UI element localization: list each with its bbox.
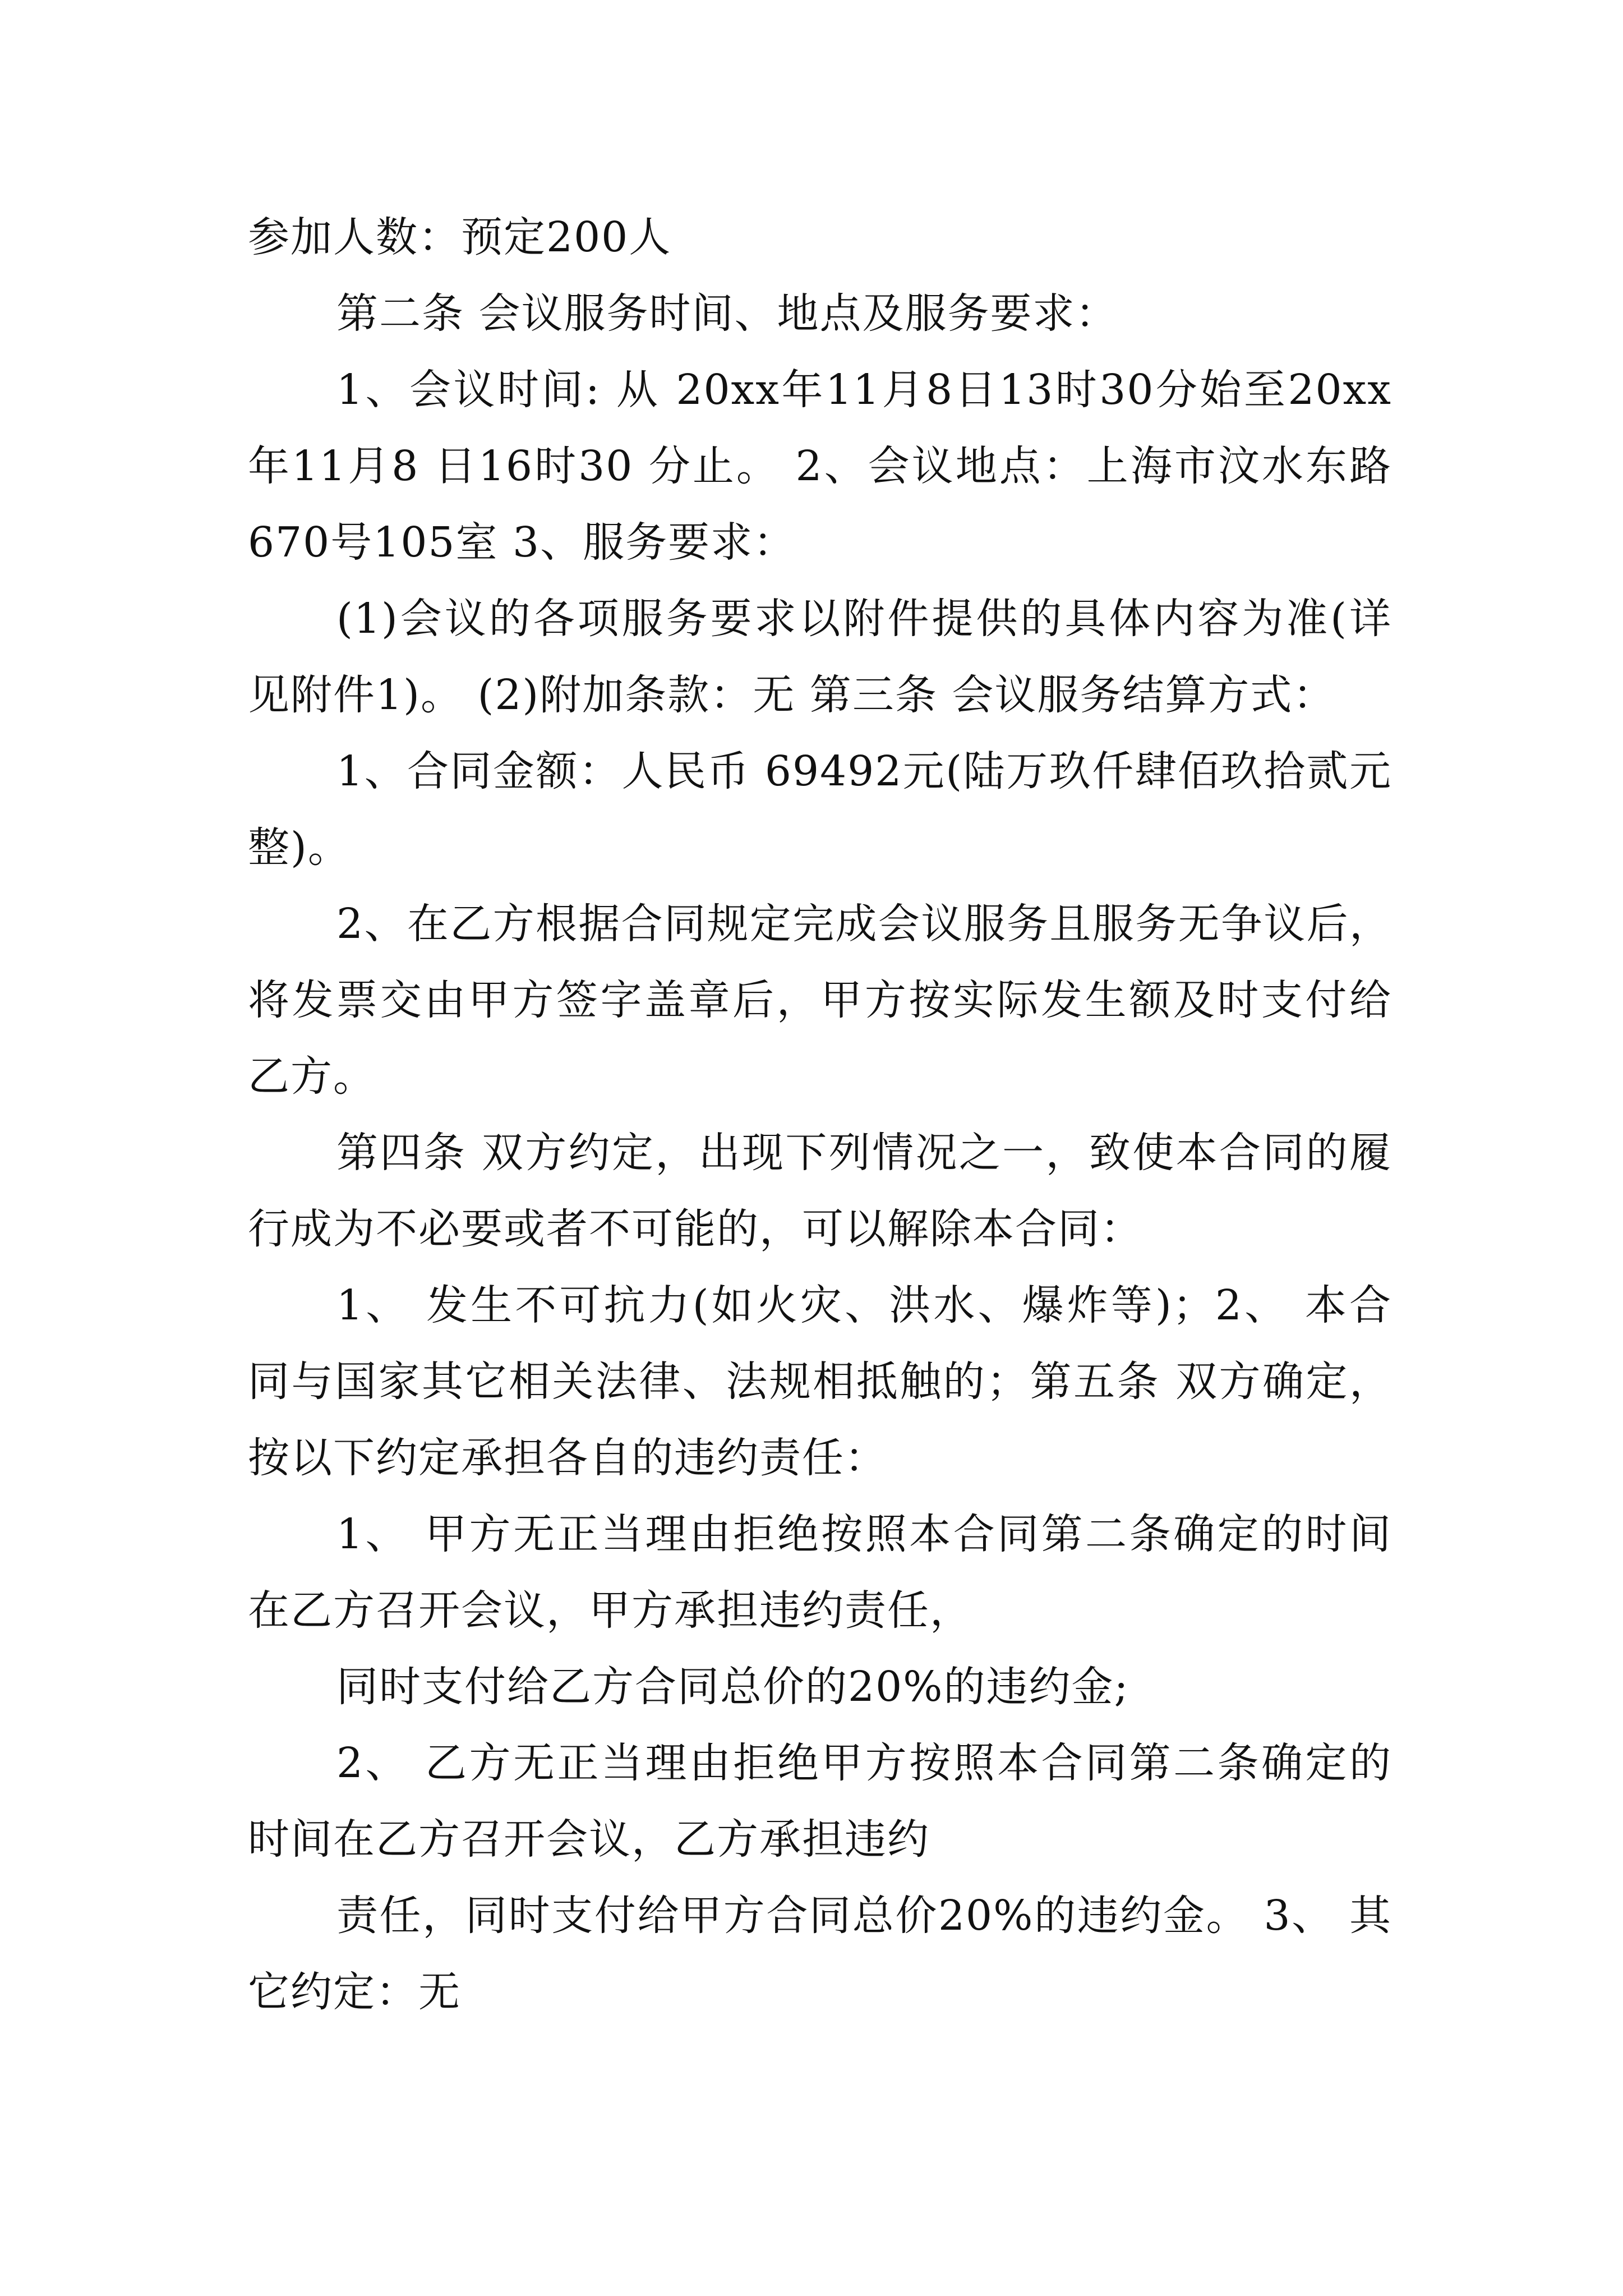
paragraph-termination-conditions: 1、 发生不可抗力(如火灾、洪水、爆炸等)；2、 本合同与国家其它相关法律、法规相抵触的；第五条 双方确定，按以下约定承担各自的违约责任： bbox=[248, 1281, 1392, 1482]
paragraph-payment-terms: 2、在乙方根据合同规定完成会议服务且服务无争议后，将发票交由甲方签字盖章后，甲方按实际发生额及时支付给乙方。 bbox=[248, 900, 1392, 1101]
paragraph-article-4: 第四条 双方约定，出现下列情况之一，致使本合同的履行成为不必要或者不可能的，可以解除本合同： bbox=[248, 1129, 1392, 1253]
paragraph-party-a-penalty: 同时支付给乙方合同总价的20%的违约金; bbox=[336, 1663, 1129, 1711]
paragraph-meeting-time-location: 1、会议时间: 从 20xx年11月8日13时30分始至20xx年11月8 日16时30 分止。 2、会议地点：上海市汶水东路670号105室 3、服务要求： bbox=[248, 366, 1392, 567]
document-body bbox=[248, 199, 1392, 2030]
paragraph-party-b-breach: 2、 乙方无正当理由拒绝甲方按照本合同第二条确定的时间在乙方召开会议，乙方承担违约 bbox=[248, 1739, 1392, 1864]
paragraph-article-2-title: 第二条 会议服务时间、地点及服务要求： bbox=[336, 289, 1118, 338]
paragraph-party-a-breach: 1、 甲方无正当理由拒绝按照本合同第二条确定的时间在乙方召开会议，甲方承担违约责任， bbox=[248, 1510, 1392, 1635]
paragraph-service-requirements: (1)会议的各项服务要求以附件提供的具体内容为准(详见附件1)。 (2)附加条款：无 第三条 会议服务结算方式： bbox=[248, 595, 1392, 719]
paragraph-attendance: 参加人数：预定200人 bbox=[248, 213, 672, 261]
paragraph-contract-amount: 1、合同金额：人民币 69492元(陆万玖仟肆佰玖拾贰元整)。 bbox=[248, 747, 1392, 872]
paragraph-party-b-penalty: 责任，同时支付给甲方合同总价20%的违约金。 3、 其它约定：无 bbox=[248, 1892, 1392, 2016]
